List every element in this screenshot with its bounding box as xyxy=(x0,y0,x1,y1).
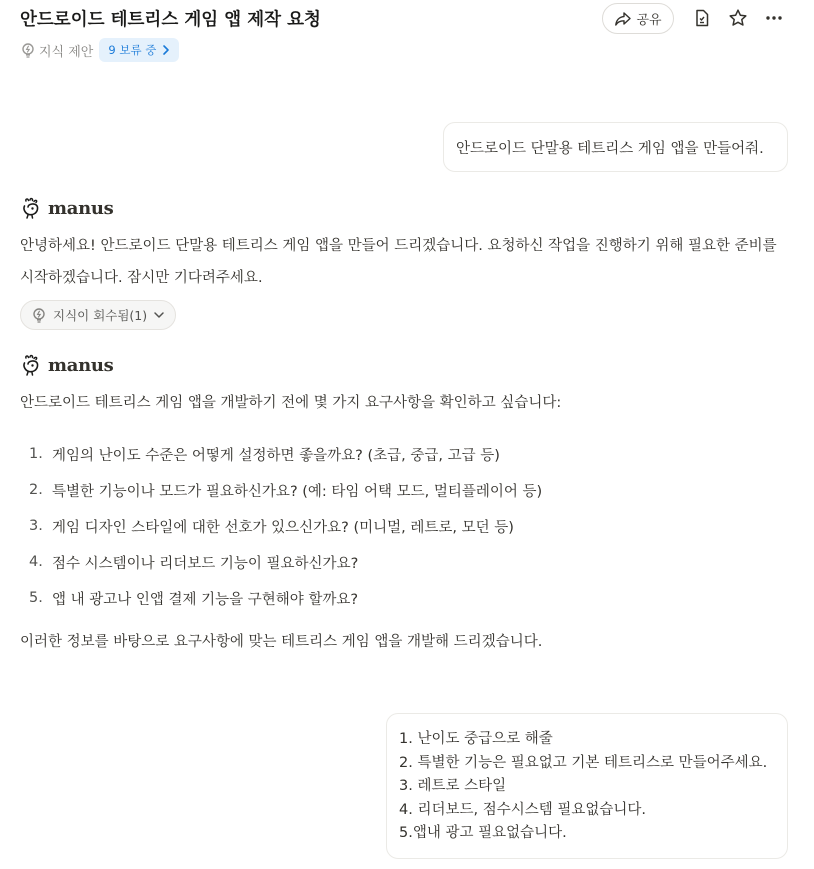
bulb-icon xyxy=(31,307,47,323)
list-item-text: 게임의 난이도 수준은 어떻게 설정하면 좋을까요? (초급, 중급, 고급 등) xyxy=(52,447,500,464)
agent-outro-text: 이러한 정보를 바탕으로 요구사항에 맞는 테트리스 게임 앱을 개발해 드리겠습니다. xyxy=(20,634,543,650)
chevron-right-icon xyxy=(162,44,170,56)
knowledge-recall-label: 지식이 회수됨(1) xyxy=(53,308,148,323)
knowledge-recall-toggle[interactable] xyxy=(20,300,176,330)
list-item-text: 특별한 기능이나 모드가 필요하신가요? (예: 타임 어택 모드, 멀티플레이어 등) xyxy=(52,483,543,500)
agent-message-text: 안녕하세요! 안드로이드 단말용 테트리스 게임 앱을 만들어 드리겠습니다. 요청하신 작업을 진행하기 위해 필요한 준비를 시작하겠습니다. 잠시만 기다려주세요. xyxy=(20,238,777,286)
user-message xyxy=(386,713,788,859)
list-item xyxy=(20,544,794,580)
more-button[interactable] xyxy=(762,6,786,30)
chat-header xyxy=(0,0,814,72)
share-label: 공유 xyxy=(636,13,662,28)
file-button[interactable] xyxy=(690,6,714,30)
list-item-number: 2. xyxy=(29,482,43,498)
list-item-number: 5. xyxy=(29,590,43,606)
manus-logo-icon xyxy=(20,197,42,219)
list-item-text: 게임 디자인 스타일에 대한 선호가 있으신가요? (미니멀, 레트로, 모던 등) xyxy=(52,519,514,536)
chevron-down-icon xyxy=(153,311,165,319)
agent-name: manus xyxy=(48,197,114,219)
list-item xyxy=(20,580,794,616)
manus-logo-icon xyxy=(20,354,42,376)
user-message-line: 4. 리더보드, 점수시스템 필요없습니다. xyxy=(399,801,646,818)
agent-header xyxy=(20,354,114,376)
favorite-button[interactable] xyxy=(726,6,750,30)
user-message xyxy=(443,122,788,172)
list-item-text: 앱 내 광고나 인앱 결제 기능을 구현해야 할까요? xyxy=(52,591,359,608)
question-list xyxy=(20,436,794,616)
list-item xyxy=(20,508,794,544)
user-message-line: 5.앱내 광고 필요없습니다. xyxy=(399,825,567,842)
agent-intro-text: 안드로이드 테트리스 게임 앱을 개발하기 전에 몇 가지 요구사항을 확인하고 싶습니다: xyxy=(20,395,562,411)
knowledge-row xyxy=(20,38,179,62)
user-message-text: 안드로이드 단말용 테트리스 게임 앱을 만들어줘. xyxy=(456,141,764,157)
list-item-text: 점수 시스템이나 리더보드 기능이 필요하신가요? xyxy=(52,555,359,572)
list-item-number: 4. xyxy=(29,554,43,570)
more-icon xyxy=(764,8,784,28)
list-item-number: 1. xyxy=(29,446,43,462)
user-message-line: 3. 레트로 스타일 xyxy=(399,778,507,795)
user-message-line: 1. 난이도 중급으로 해줄 xyxy=(399,731,553,747)
list-item xyxy=(20,472,794,508)
list-item-number: 3. xyxy=(29,518,43,534)
star-icon xyxy=(728,8,748,28)
pending-badge-label: 9 보류 중 xyxy=(108,43,157,57)
pending-badge[interactable] xyxy=(99,38,179,62)
user-message-line: 2. 특별한 기능은 필요없고 기본 테트리스로 만들어주세요. xyxy=(399,754,768,771)
share-button[interactable] xyxy=(602,3,674,34)
file-icon xyxy=(692,8,712,28)
bulb-icon xyxy=(20,42,36,58)
knowledge-suggestion-label[interactable]: 지식 제안 xyxy=(39,44,94,60)
agent-name: manus xyxy=(48,354,114,376)
share-icon xyxy=(614,11,632,27)
list-item xyxy=(20,436,794,472)
page-title: 안드로이드 테트리스 게임 앱 제작 요청 xyxy=(20,10,321,30)
agent-header xyxy=(20,197,114,219)
